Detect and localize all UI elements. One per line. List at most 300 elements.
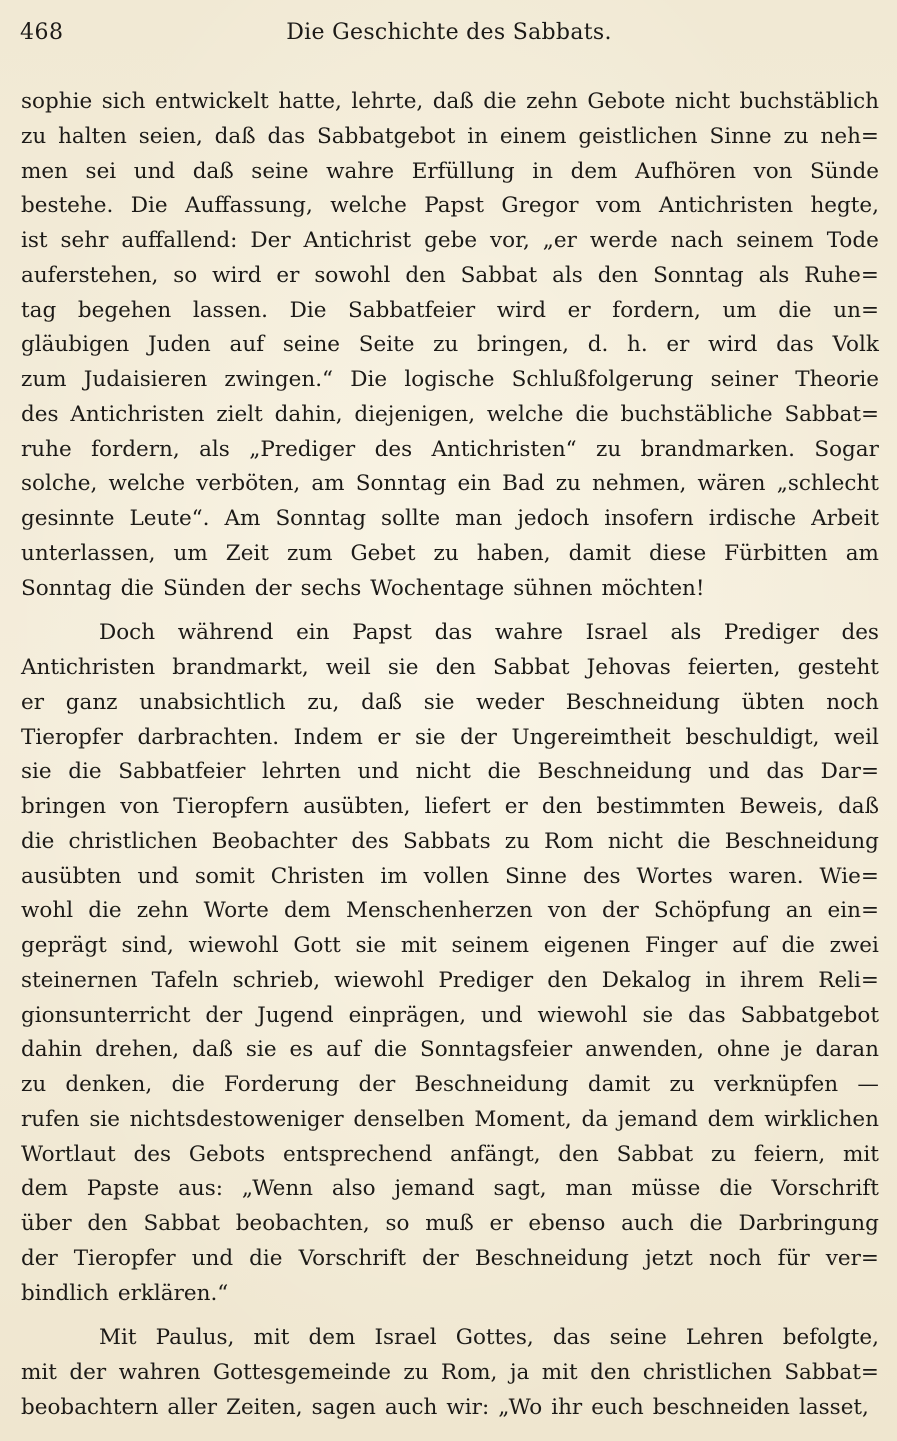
word: sie [387,655,419,680]
word: Menschenherzen [345,898,533,924]
word: ihrem [740,967,805,993]
word: noch [826,689,879,715]
word: nicht [415,759,471,785]
word: feierten, [687,655,781,680]
word: daß [214,123,256,149]
word: Beweis, [739,794,824,819]
word: den [597,262,639,288]
word: Vorschrift [771,1176,879,1202]
word: des [21,401,59,427]
word: brandmarken. [640,436,795,462]
word: bringen, [477,332,569,358]
text-line [21,467,879,502]
word: Prediger [438,967,534,993]
word: Christen [270,863,365,889]
word: Ungereimtheit [511,724,671,750]
word: euch [591,1394,644,1420]
word: aller [167,1394,217,1420]
text-line [21,1321,879,1356]
word: Sabbat [493,655,570,680]
word: „Prediger [249,436,356,462]
word: begehen [77,297,172,323]
word: noch [708,1245,762,1271]
word: neh= [820,123,879,149]
word: Schlußfolgerung [511,367,694,392]
word: denken, [65,1072,153,1097]
word: hegte, [810,193,879,219]
word: auch [621,1211,674,1236]
word: Antichristen [70,401,205,427]
text-line [21,537,879,572]
word: denselben [353,1106,465,1132]
word: buchstäblich [739,89,879,114]
word: am [311,471,345,497]
word: am [845,540,879,566]
word: Papst [424,193,484,219]
word: wahren [118,1360,201,1385]
word: Sonntag [275,506,367,531]
word: Volk [832,332,879,358]
text-line [21,929,879,964]
word: von [547,898,587,924]
word: während [177,620,274,646]
word: wird [708,332,758,358]
word: Wortes [636,863,713,889]
word: dem [308,1325,356,1351]
word: wiewohl [188,933,279,958]
word: Sabbat [616,1141,694,1167]
word: welche [330,193,407,219]
word: um [173,540,208,566]
word: zum [286,540,333,566]
word: fordern, [91,436,180,462]
word: sagen [311,1394,376,1420]
word: Antichristen“ [431,436,577,462]
word: seine [251,158,309,184]
word: und [357,759,400,785]
word: Mit [99,1325,137,1351]
word: Sinne [505,863,568,889]
word: sechs [300,575,362,601]
word: Beschneidung [565,689,720,715]
word: gebe [424,228,478,253]
word: befolgte, [782,1325,879,1351]
word: wahre [326,158,395,184]
word: dahin, [274,401,343,427]
word: Antichristen [658,193,794,219]
word: mit [400,933,437,958]
word: je [783,1037,803,1063]
word: Zeit [225,540,269,566]
word: die [68,759,102,785]
word: ver= [825,1245,879,1271]
word: tag [21,297,57,323]
word: un= [833,297,879,323]
word: jemand [617,1106,698,1132]
word: den [87,1211,128,1236]
word: Wortlaut [21,1141,116,1167]
word: Seite [358,332,415,358]
word: gläubigen [21,332,130,358]
word: Wie= [819,863,879,889]
word: um [722,297,757,323]
word: die [483,89,517,114]
word: Reli= [818,967,879,993]
word: Sinne [709,123,772,149]
word: des [582,863,621,889]
word: Sabbat [460,262,538,288]
word: verböten, [196,471,301,497]
word: lasset, [798,1394,869,1420]
word: man [565,1176,613,1202]
word: aus: [178,1176,224,1202]
word: zu [555,471,581,497]
word: nehmen, [592,471,687,497]
word: insofern [604,506,694,531]
word: der [21,1245,58,1271]
word: nach [670,228,724,253]
word: Jehovas [586,655,671,680]
running-head: Die Geschichte des Sabbats. [286,20,612,45]
word: die [373,1037,408,1063]
word: den [547,967,588,993]
word: zum [21,367,67,392]
word: Israel [374,1325,437,1351]
word: zwingen.“ [224,367,334,392]
word: Aufhören [635,158,736,184]
word: nicht [674,89,731,114]
word: — [857,1072,879,1097]
word: Rom, [441,1360,498,1385]
word: möchten! [601,575,705,601]
text-line [21,860,879,895]
word: Schöpfung [653,898,771,924]
word: Tieropfern [173,794,289,819]
text-line [21,825,879,860]
word: und [137,863,179,889]
word: sophie [21,89,93,114]
word: müsse [631,1176,701,1202]
word: unabsichtlich [139,689,286,715]
text-line [21,1277,879,1312]
word: Der [250,228,291,253]
word: werde [589,228,658,253]
word: sagt, [493,1176,547,1202]
word: seine [609,1325,667,1351]
word: die [778,297,812,323]
word: Sabbatgebot [317,123,456,149]
word: wären [697,471,766,497]
word: daß [192,1037,233,1063]
word: den [541,794,583,819]
word: daß [838,794,879,819]
word: jetzt [644,1245,693,1271]
word: lassen. [192,297,268,323]
word: ja [509,1360,530,1385]
word: dem [570,158,618,184]
word: zu [596,436,622,462]
word: Vorschrift [298,1245,407,1271]
word: Juden [147,332,211,358]
word: Fürbitten [724,540,828,566]
word: entsprechend [282,1141,433,1167]
text-line [21,755,879,790]
word: Sabbat= [784,1360,879,1385]
word: den [558,1141,599,1167]
word: sollte [381,506,441,531]
word: christlichen [642,1360,772,1385]
word: Beobachter [211,828,338,854]
word: ganz [65,689,118,715]
word: Sonntag [355,471,447,497]
word: Papst [352,620,412,646]
word: mit [253,1325,290,1351]
text-line [21,433,879,468]
word: Indem [293,724,363,750]
word: Dekalog [601,967,692,993]
word: die [249,1245,283,1271]
word: den [405,262,446,288]
word: er [489,1211,513,1236]
word: Prediger [723,620,819,646]
word: das [267,123,306,149]
word: daß [432,89,474,114]
text-line [21,572,879,607]
word: dem [283,898,331,924]
word: einem [499,123,567,149]
word: anfängt, [450,1141,541,1167]
word: zu [783,123,809,149]
word: in [705,967,726,993]
word: daß [361,689,403,715]
word: Gebet [350,540,416,566]
word: Antichrist [303,228,412,253]
word: Sonntag [653,262,744,288]
word: übten [741,689,805,715]
word: Sabbatfeier [118,759,246,785]
text-line [21,1207,879,1242]
word: zehn [526,89,578,114]
text-line [21,1391,879,1426]
word: zehn [136,898,189,924]
word: Ruhe= [804,262,879,288]
word: das [776,332,814,358]
word: fordern, [612,297,701,323]
word: seinem [736,228,814,253]
word: wiewohl [334,967,425,993]
text-line [21,616,879,651]
word: Sünden [163,575,246,601]
word: vom [595,193,642,219]
word: Papste [86,1176,160,1202]
word: Tieropfer [73,1245,176,1271]
word: Erfüllung [411,158,515,184]
word: das [688,1002,726,1028]
word: von [120,794,160,819]
word: Beschneidung [474,1245,629,1271]
text-line [21,155,879,190]
word: und [481,1002,523,1028]
word: die [171,1072,205,1097]
word: jedoch [517,506,590,531]
word: wirklichen [764,1106,879,1132]
word: mit [541,1360,578,1385]
word: Leute“. [129,506,210,531]
word: die [575,401,609,427]
page-header [20,14,878,54]
word: Theorie [795,367,879,392]
word: weil [834,724,879,750]
word: wird [212,262,262,288]
word: gionsunterricht [21,1002,191,1028]
word: nichtsdestoweniger [129,1106,344,1132]
word: als [670,620,702,646]
text-line [21,85,879,120]
word: Auffassung, [184,193,313,219]
word: beschneiden [652,1394,790,1420]
word: ausübten [21,863,122,889]
word: des [351,828,389,854]
word: das [434,620,473,646]
word: damit [568,540,632,566]
text-line [21,363,879,398]
word: schrieb, [232,967,321,993]
word: waren. [728,863,804,889]
word: zu [21,123,47,149]
word: die [677,828,711,854]
word: im [380,863,408,889]
word: brandmarkt, [172,655,309,680]
word: Beschneidung [537,759,692,785]
word: ruhe [21,436,72,462]
word: so [173,262,198,288]
word: die [21,828,55,854]
word: zwei [829,933,879,958]
word: die [689,1211,723,1236]
word: men [21,158,68,184]
word: Moment, [474,1106,572,1132]
word: diejenigen, [354,401,476,427]
word: er [567,297,591,323]
word: sie [355,933,387,958]
word: Forderung [224,1072,340,1097]
word: und [133,158,176,184]
word: damit [587,1072,651,1097]
word: dem [707,1106,755,1132]
word: Arbeit [811,506,879,531]
word: Bad [502,471,545,497]
text-line [21,651,879,686]
word: ausübten, [303,794,411,819]
word: irdische [708,506,797,531]
word: lehrte, [351,89,424,114]
word: seinem [451,933,530,958]
word: rufen [21,1106,80,1132]
word: sich [101,89,146,114]
word: der [460,724,497,750]
word: daß [192,158,234,184]
word: verknüpfen [713,1072,839,1097]
word: mit [843,1141,879,1167]
word: beobachten, [235,1211,370,1236]
word: also [331,1176,376,1202]
word: Judaisieren [83,367,208,392]
word: entwickelt [155,89,269,114]
word: „Wenn [241,1176,314,1202]
word: Sonntag [21,575,112,601]
word: weil [325,655,371,680]
page-number: 468 [20,20,64,45]
word: dahin [21,1037,83,1063]
word: sie [414,724,446,750]
word: christlichen [68,828,198,854]
word: die [120,575,154,601]
word: bestehe. [21,193,114,219]
word: sie [89,1106,120,1132]
text-line [21,1242,879,1277]
word: vor, [490,228,530,253]
word: sühnen [513,575,593,601]
word: bringen [21,794,107,819]
word: zu [669,1072,695,1097]
word: da [581,1106,609,1132]
text-line [21,894,879,929]
word: darbrachten. [137,724,280,750]
word: jemand [394,1176,475,1202]
word: Tieropfer [21,724,123,750]
word: steinernen [21,967,138,993]
word: als [199,436,230,462]
word: nicht [607,828,664,854]
word: es [289,1037,314,1063]
word: Israel [585,620,648,646]
word: ihr [551,1394,583,1420]
text-line [21,328,879,363]
word: sei [85,158,117,184]
word: Die [130,193,168,219]
word: mit [21,1360,57,1385]
word: als [758,262,790,288]
word: zu [403,1360,429,1385]
word: auf [229,332,265,358]
text-line [21,189,879,224]
word: ebenso [528,1211,606,1236]
word: gesteht [797,655,879,680]
text-line [21,1172,879,1207]
word: Zeiten, [226,1394,303,1420]
word: ohne [716,1037,771,1063]
word: die [487,759,521,785]
word: somit [194,863,255,889]
text-line [21,1103,879,1138]
word: beobachtern [21,1394,159,1420]
word: seine [282,332,341,358]
word: Worte [203,898,269,924]
word: Finger [645,933,718,958]
word: gesinnte [21,506,115,531]
word: Sogar [814,436,879,462]
word: geistlichen [578,123,698,149]
word: sie [21,759,52,785]
word: drehen, [95,1037,180,1063]
word: zu [433,540,459,566]
word: ein [457,471,491,497]
word: auffallend: [121,228,238,253]
text-line [21,964,879,999]
word: die [719,1176,753,1202]
word: Gottesgemeinde [212,1360,391,1385]
word: liefert [424,794,491,819]
